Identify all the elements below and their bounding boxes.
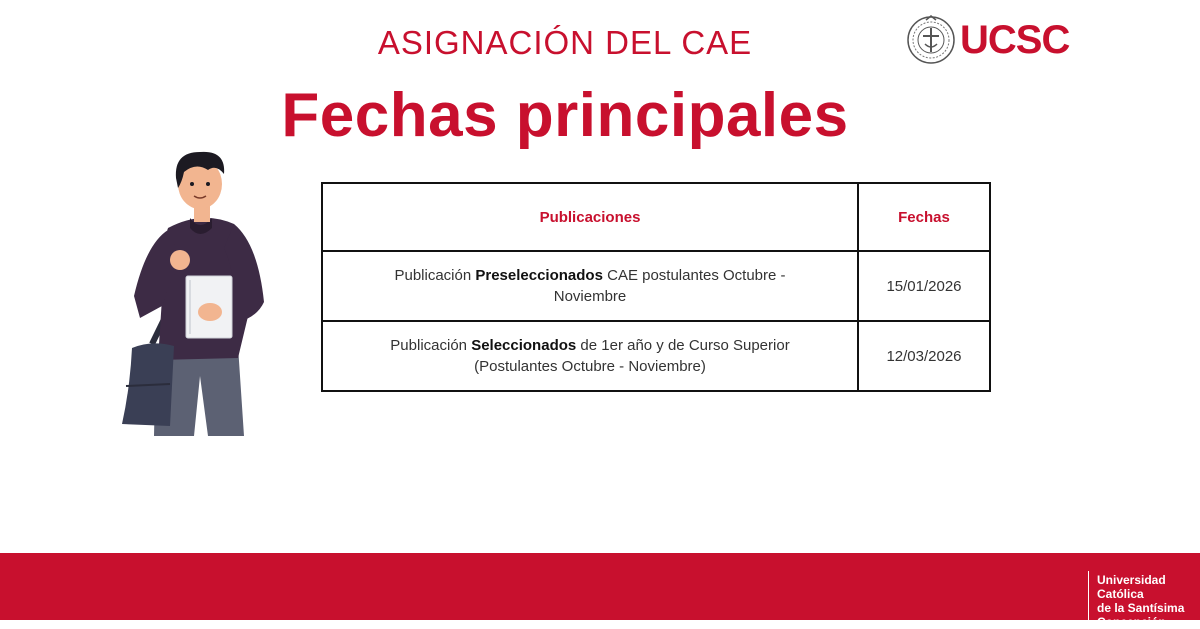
footer-line-1: Universidad (1097, 573, 1166, 587)
footer-line-3: de la Santísima (1097, 601, 1185, 615)
page-subtitle: ASIGNACIÓN DEL CAE (377, 24, 753, 61)
table-row (322, 251, 990, 321)
publication-text-pre: Publicación (390, 337, 472, 354)
table-row (322, 321, 990, 391)
ucsc-logo-text: UCSC (960, 18, 1070, 62)
publication-text-post: de 1er año y de Curso Superior (Postulantes Octubre - Noviembre) (474, 337, 790, 375)
header-fechas: Fechas (858, 183, 990, 251)
table-header-row (322, 183, 990, 251)
publication-text-bold: Seleccionados (471, 337, 577, 354)
footer-university-name (1097, 573, 1184, 629)
header-publicaciones: Publicaciones (322, 183, 858, 251)
ucsc-logo (906, 14, 1081, 66)
publication-cell (322, 321, 858, 391)
footer-line-4: Concepción (1097, 615, 1166, 629)
publication-text-post: CAE postulantes Octubre - Noviembre (553, 267, 786, 305)
date-cell: 12/03/2026 (858, 321, 990, 391)
student-illustration (112, 148, 272, 440)
footer-divider (1088, 571, 1089, 621)
footer-bar (0, 553, 1200, 629)
date-cell: 15/01/2026 (858, 251, 990, 321)
publication-cell (322, 251, 858, 321)
publication-text-pre: Publicación (394, 267, 476, 284)
page-title: Fechas principales (281, 81, 849, 150)
dates-table (321, 182, 991, 392)
publication-text-bold: Preseleccionados (475, 267, 603, 284)
university-seal-icon (906, 14, 956, 66)
footer-line-2: Católica (1097, 587, 1144, 601)
